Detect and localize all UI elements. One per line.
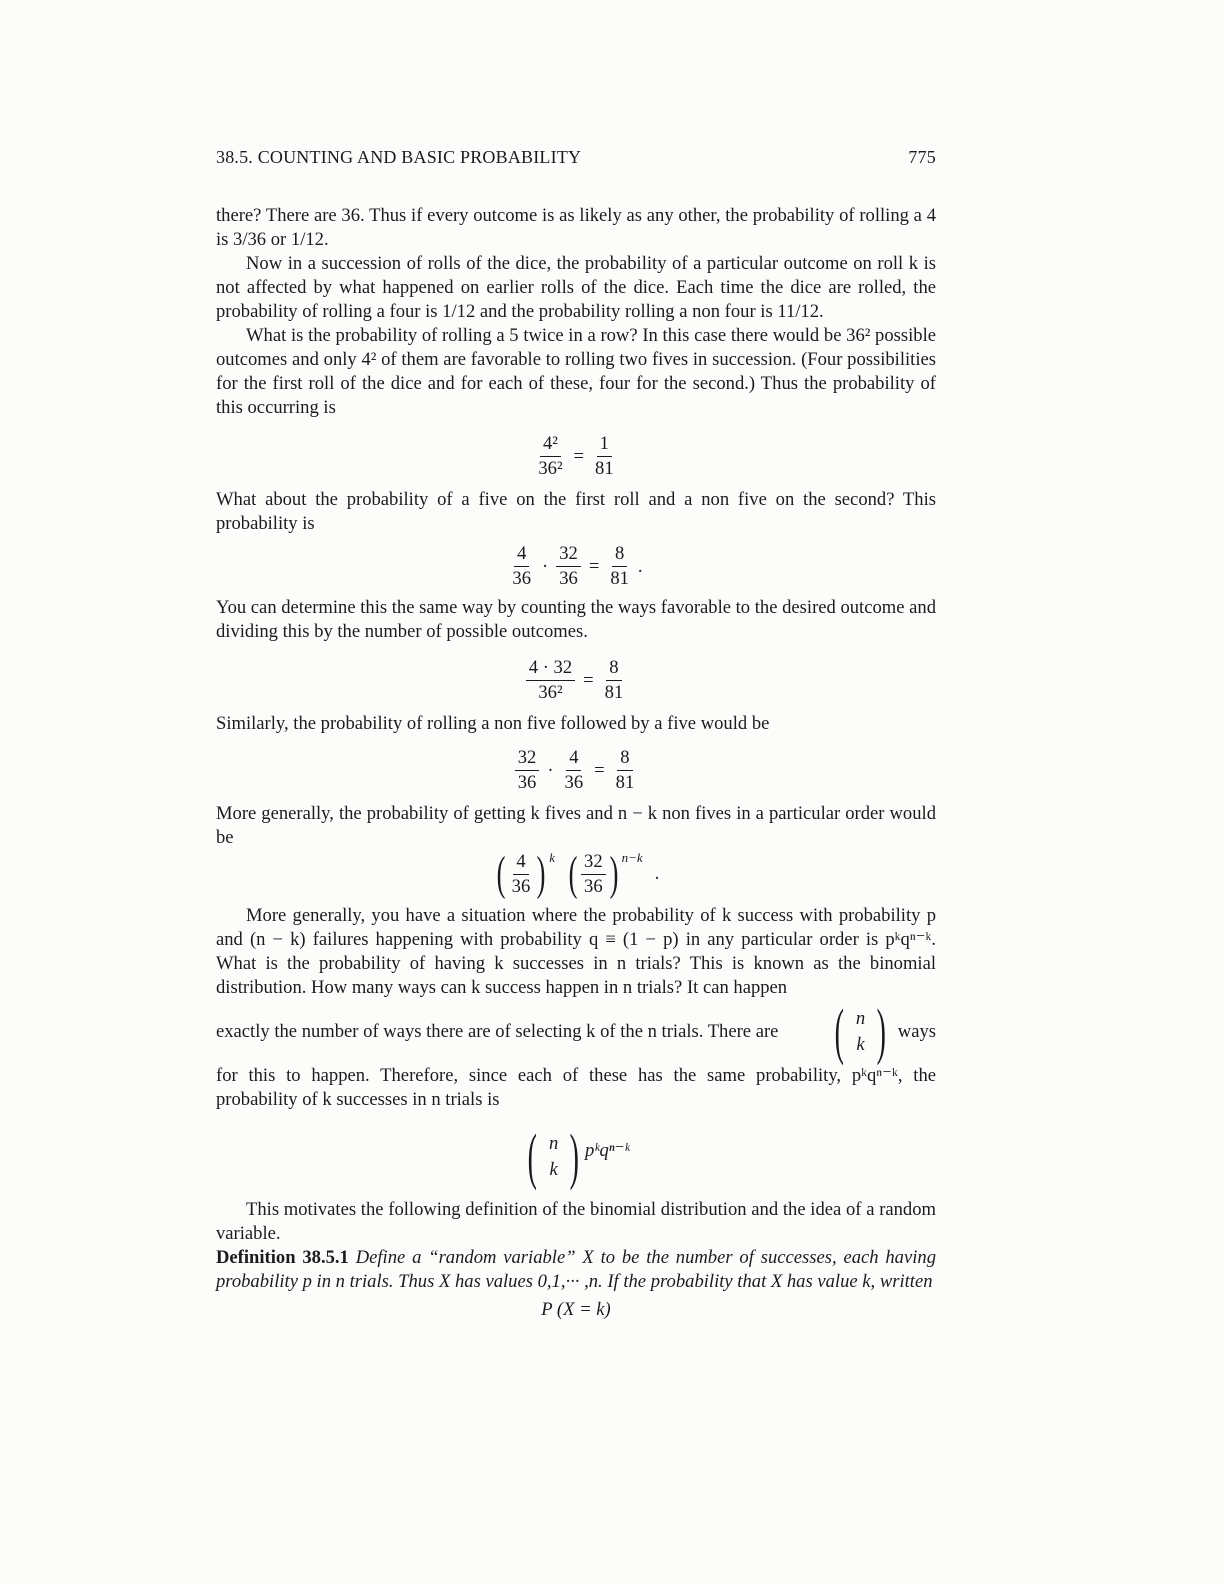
equation-4: $\frac{32}{36}$ · $\frac{4}{36}$ = $\frac{8}{81}$ [216, 746, 936, 794]
page-body [216, 204, 936, 1328]
equation-6: P (X = k) [541, 1299, 611, 1320]
equation-2: $\frac{4}{36}$ · $\frac{32}{36}$ = $\frac{8}{81}$ . [512, 543, 643, 589]
fraction: $\frac{\text{4²}}{\text{36²}}$ [538, 433, 563, 479]
definition-38-5-1 [216, 1246, 936, 1294]
running-header [216, 147, 936, 168]
section-title: 38.5. COUNTING AND BASIC PROBABILITY [216, 147, 582, 167]
paragraph-8-binomial-line: exactly the number of ways there are of selecting k of the n trials. There are ( n k ) ways [216, 998, 936, 1066]
paragraph-7: More generally, the probability of getting k fives and n − k non fives in a particular order would be [216, 803, 936, 848]
paragraph-8: More generally, you have a situation where the probability of k success with probability p and (n − k) failures happening with probability q ≡ (1 − p) in any particular order is pᵏqⁿ⁻ᵏ. What is the probability of having k successes in n trials? This is known as the binomial distribution. How many ways can k success happen in n trials? It can happen [216, 905, 936, 998]
definition-text: Define a “random variable” X to be the number of successes, each having probability p in n trials. Thus X has values 0,1,··· ,n. If the probability that X has value k, written [216, 1247, 936, 1292]
page-number: 775 [908, 147, 936, 167]
equation-3: $\frac{4 \cdot 32}{\text{36²}}$ = $\frac{8}{81}$ [216, 656, 936, 704]
fraction: $\frac{1}{81}$ [595, 433, 614, 479]
equation-1: $\frac{\text{4²}}{\text{36²}}$ = $\frac{1}{81}$ [216, 432, 936, 480]
paragraph-1: there? There are 36. Thus if every outcome is as likely as any other, the probability of rolling a 4 is 3/36 or 1/12. [216, 205, 936, 250]
binomial-coefficient: n k [855, 1008, 866, 1055]
definition-label: Definition 38.5.1 [216, 1247, 349, 1268]
equation-binomial: ( n k ) pᵏqⁿ⁻ᵏ [528, 1123, 630, 1191]
paragraph-6: Similarly, the probability of rolling a non five followed by a five would be [216, 713, 770, 734]
paragraph-4: What about the probability of a five on the first roll and a non five on the second? This probability is [216, 489, 936, 534]
paragraph-3: What is the probability of rolling a 5 twice in a row? In this case there would be 36² possible outcomes and only 4² of them are favorable to rolling two fives in succession. (Four possibilities for the first roll of the dice and for each of these, four for the second.) Thus the probability of this occurring is [216, 325, 936, 418]
paragraph-9: This motivates the following definition of the binomial distribution and the idea of a random variable. [216, 1199, 936, 1244]
equation-5: ( $\frac{4}{36}$ ) k ( $\frac{32}{36}$ ) n−k . [496, 847, 660, 900]
paragraph-2: Now in a succession of rolls of the dice, the probability of a particular outcome on roll k is not affected by what happened on earlier rolls of the dice. Each time the dice are rolled, the probability of rolling a four is 1/12 and the probability rolling a non four is 11/12. [216, 253, 936, 322]
paragraph-8-end: for this to happen. Therefore, since each of these has the same probability, pᵏqⁿ⁻ᵏ, the probability of k successes in n trials is [216, 1065, 936, 1110]
paragraph-5: You can determine this the same way by counting the ways favorable to the desired outcome and dividing this by the number of possible outcomes. [216, 597, 936, 642]
